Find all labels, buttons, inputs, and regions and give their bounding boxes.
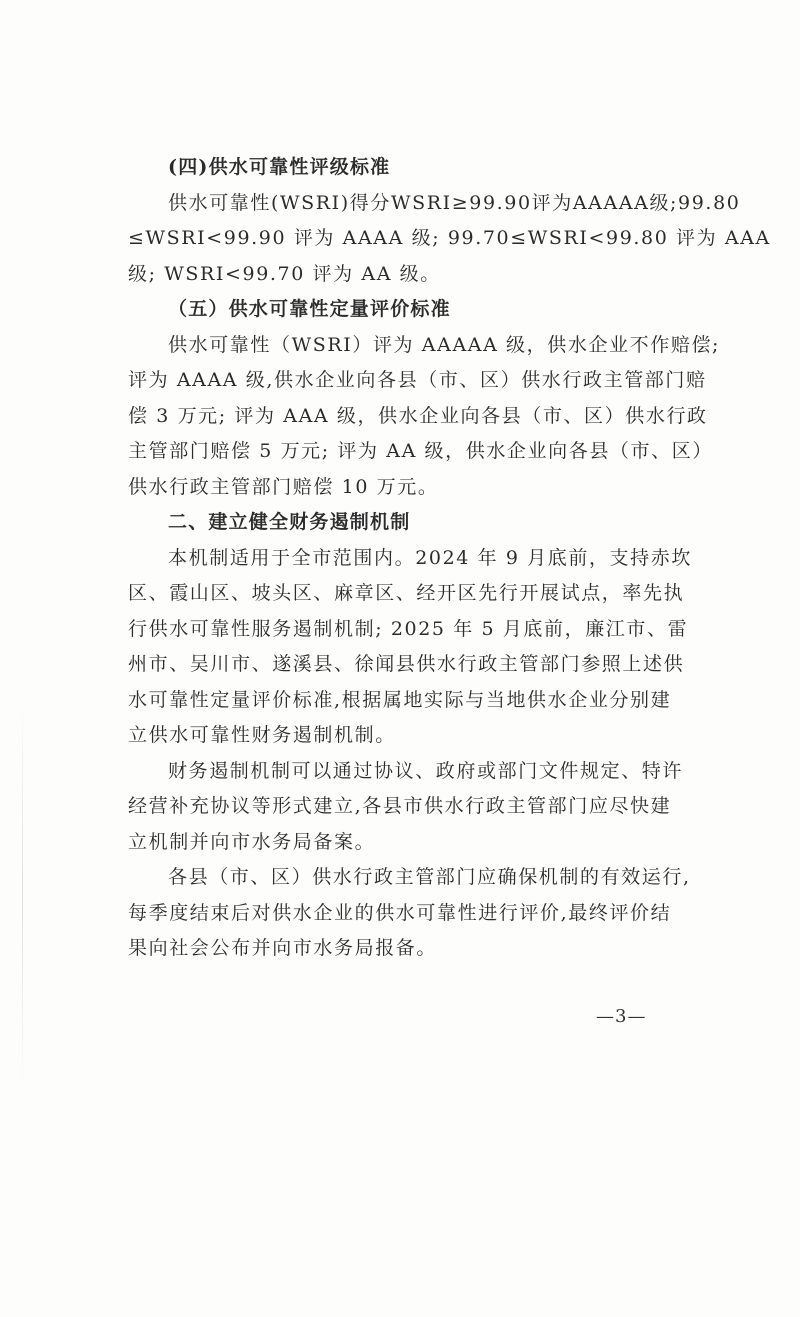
body-line: 区、霞山区、坡头区、麻章区、经开区先行开展试点，率先执 — [128, 582, 685, 604]
body-line: 经营补充协议等形式建立,各县市供水行政主管部门应尽快建 — [128, 795, 672, 817]
body-line: ≤WSRI<99.90 评为 AAAA 级; 99.70≤WSRI<99.80 评为 AAA — [128, 227, 771, 249]
body-line: 供水可靠性(WSRI)得分WSRI≥99.90评为AAAAA级;99.80 — [168, 191, 741, 214]
body-line: 偿 3 万元; 评为 AAA 级，供水企业向各县（市、区）供水行政 — [128, 404, 708, 427]
body-line: 每季度结束后对供水企业的供水可靠性进行评价,最终评价结 — [128, 901, 672, 924]
body-line: 财务遏制机制可以通过协议、政府或部门文件规定、特许 — [168, 759, 684, 782]
section-heading-5: （五）供水可靠性定量评价标准 — [168, 298, 451, 320]
scan-edge-line — [22, 700, 23, 1090]
body-line: 评为 AAAA 级,供水企业向各县（市、区）供水行政主管部门赔 — [128, 369, 707, 391]
body-line: 各县（市、区）供水行政主管部门应确保机制的有效运行, — [168, 866, 691, 888]
body-line: 水可靠性定量评价标准,根据属地实际与当地供水企业分别建 — [128, 688, 672, 711]
body-line: 行供水可靠性服务遏制机制; 2025 年 5 月底前，廉江市、雷 — [128, 617, 689, 640]
section-heading-2: 二、建立健全财务遏制机制 — [168, 511, 411, 533]
body-line: 州市、吴川市、遂溪县、徐闻县供水行政主管部门参照上述供 — [128, 653, 685, 675]
body-line: 级; WSRI<99.70 评为 AA 级。 — [128, 262, 441, 285]
body-line: 本机制适用于全市范围内。2024 年 9 月底前，支持赤坎 — [168, 546, 692, 569]
body-line: 立机制并向市水务局备案。 — [128, 830, 376, 853]
document-body — [128, 150, 771, 967]
body-line: 果向社会公布并向市水务局报备。 — [128, 937, 438, 959]
body-line: 主管部门赔偿 5 万元; 评为 AA 级，供水企业向各县（市、区） — [128, 440, 713, 462]
body-line: 供水可靠性（WSRI）评为 AAAAA 级，供水企业不作赔偿; — [168, 333, 721, 356]
page-number: —3— — [596, 1006, 647, 1027]
section-heading-4: (四)供水可靠性评级标准 — [168, 156, 391, 178]
body-line: 供水行政主管部门赔偿 10 万元。 — [128, 475, 439, 498]
body-line: 立供水可靠性财务遏制机制。 — [128, 724, 396, 746]
